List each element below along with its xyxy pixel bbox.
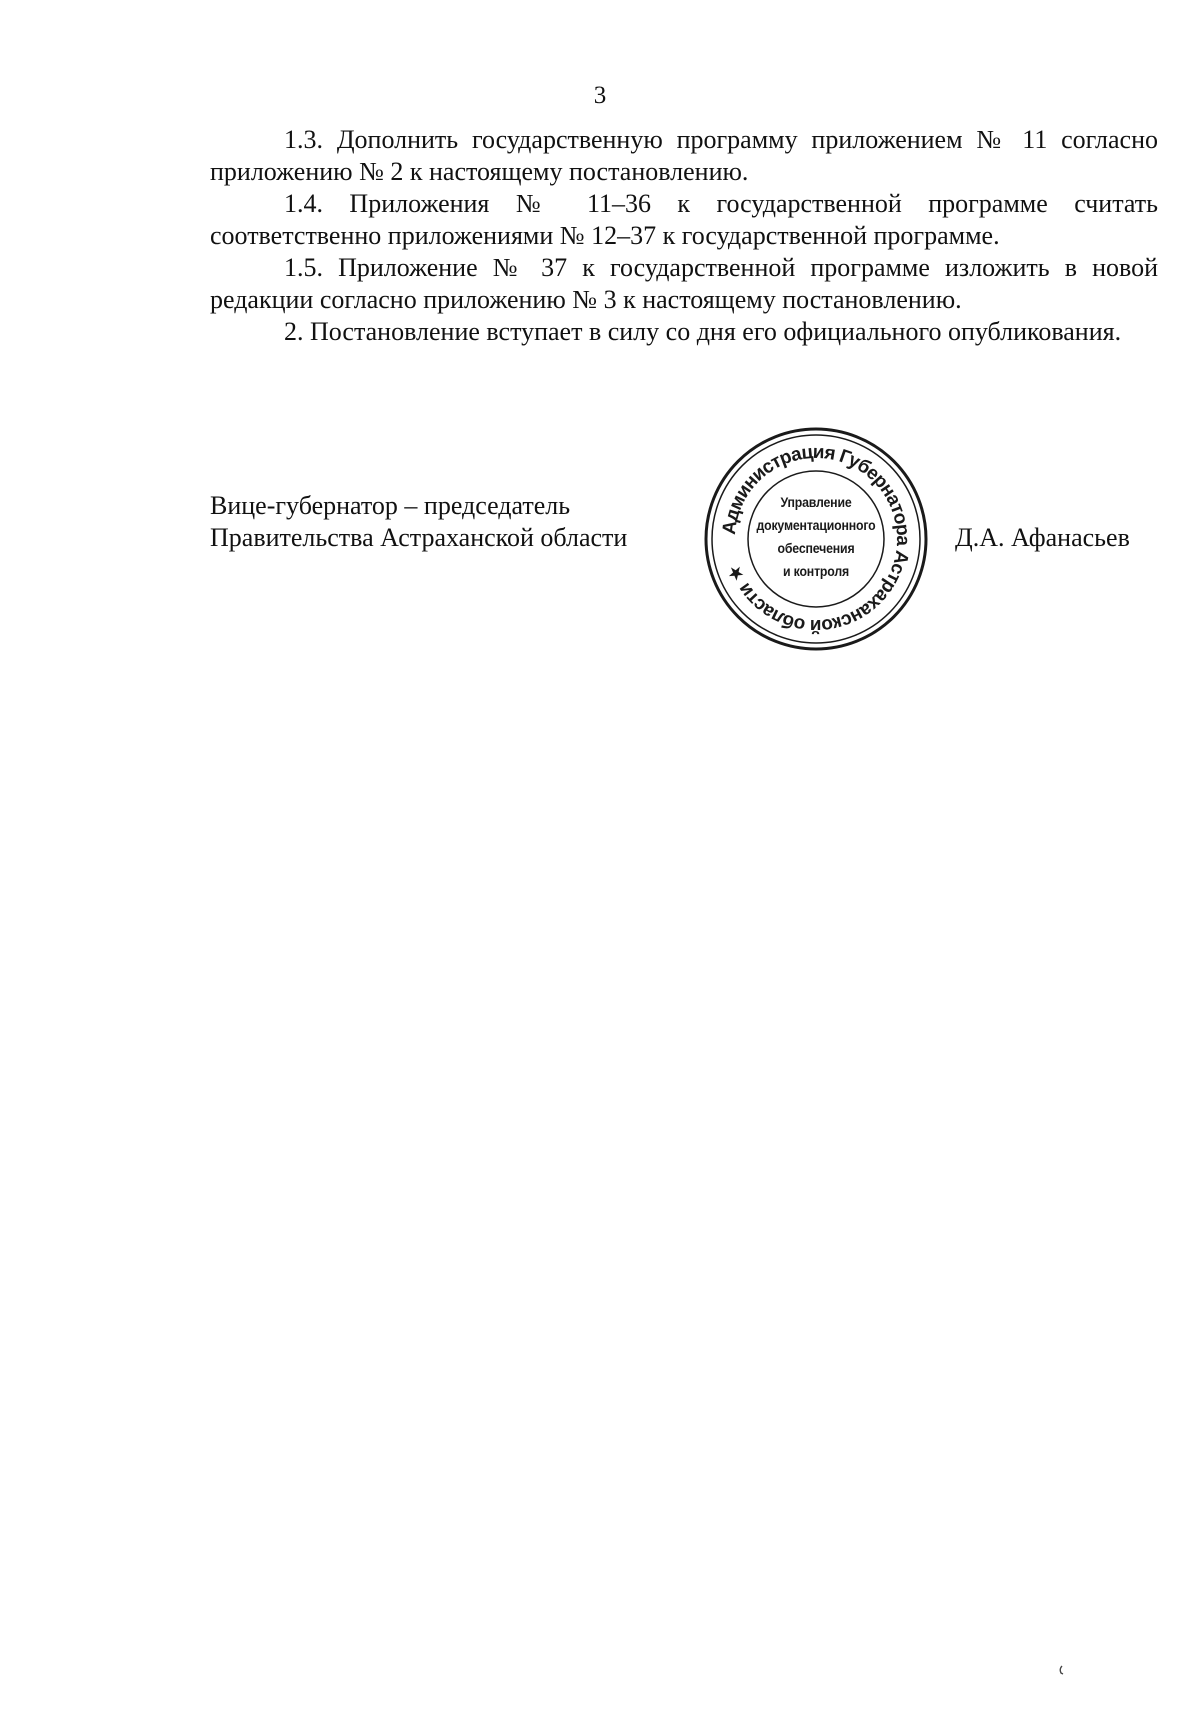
seal-center-line-4: и контроля — [782, 563, 849, 579]
body-text — [210, 124, 1158, 348]
seal-ring-text: Администрация Губернатора Астраханской области ★ — [718, 441, 914, 637]
seal-center-line-3: обеспечения — [777, 540, 855, 556]
paragraph-1-5: 1.5. Приложение № 37 к государственной программе изложить в новой редакции согласно приложению № 3 к настоящему постановлению. — [210, 253, 1158, 314]
signatory-name: Д.А. Афанасьев — [955, 523, 1130, 552]
paragraph-1-4: 1.4. Приложения № 11–36 к государственной программе считать соответственно приложениями № 12–37 к государственной программе. — [210, 189, 1158, 250]
seal-center-line-1: Управление — [780, 494, 852, 510]
signatory-position-line-1: Вице-губернатор – председатель — [210, 491, 571, 520]
seal-center-text — [714, 491, 918, 583]
scan-artifact-mark — [1058, 1665, 1064, 1675]
page-number: 3 — [593, 82, 607, 109]
official-seal-stamp — [700, 423, 932, 655]
signatory-position-line-2: Правительства Астраханской области — [210, 523, 628, 552]
signatory-position — [210, 490, 627, 554]
paragraph-1-3: 1.3. Дополнить государственную программу приложением № 11 согласно приложению № 2 к настоящему постановлению. — [210, 125, 1158, 186]
seal-center-line-2: документационного — [756, 517, 876, 533]
paragraph-2: 2. Постановление вступает в силу со дня его официального опубликования. — [284, 317, 1122, 346]
